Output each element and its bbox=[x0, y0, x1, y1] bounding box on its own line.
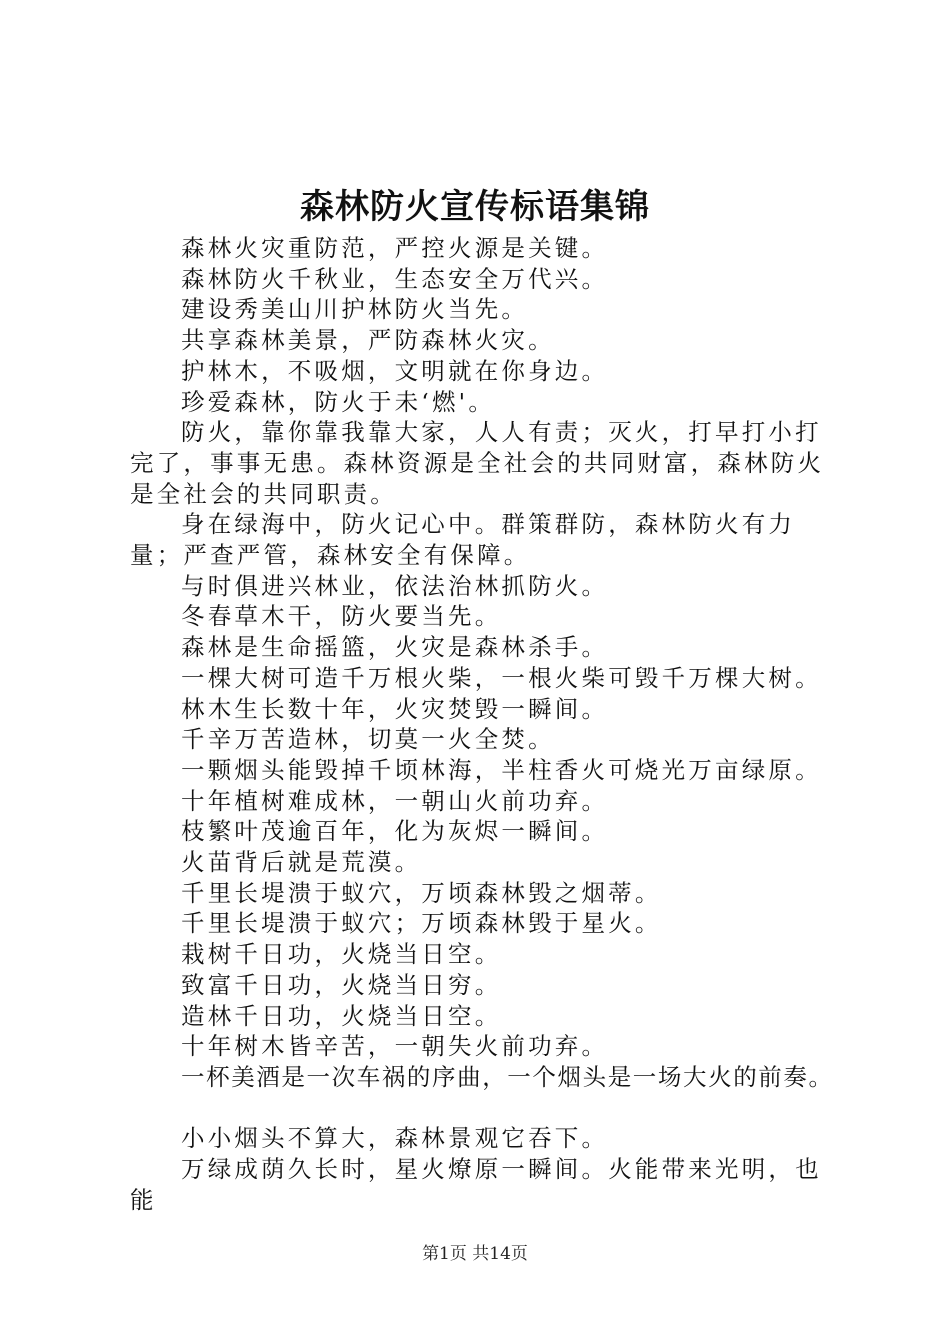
slogan-paragraph: 造林千日功，火烧当日空。 bbox=[181, 1001, 502, 1030]
slogan-paragraph: 林木生长数十年，火灾焚毁一瞬间。 bbox=[181, 694, 609, 723]
slogan-paragraph: 冬春草木干，防火要当先。 bbox=[181, 602, 502, 631]
slogan-paragraph: 森林火灾重防范，严控火源是关键。 bbox=[181, 234, 609, 262]
slogan-paragraph: 十年植树难成林，一朝山火前功弃。 bbox=[181, 786, 609, 815]
blank-line bbox=[130, 1093, 835, 1124]
slogan-paragraph: 一杯美酒是一次车祸的序曲，一个烟头是一场大火的前奏。 bbox=[181, 1062, 834, 1091]
slogan-paragraph: 十年树木皆辛苦，一朝失火前功弃。 bbox=[181, 1032, 609, 1061]
slogan-paragraph: 万绿成荫久长时，星火燎原一瞬间。火能带来光明，也能 bbox=[130, 1155, 822, 1214]
slogan-paragraph: 珍爱森林，防火于未‘燃'。 bbox=[181, 387, 496, 416]
document-body bbox=[130, 233, 835, 1215]
slogan-paragraph: 火苗背后就是荒漠。 bbox=[181, 848, 422, 877]
slogan-paragraph: 建设秀美山川护林防火当先。 bbox=[181, 295, 529, 324]
slogan-paragraph: 小小烟头不算大，森林景观它吞下。 bbox=[181, 1124, 609, 1153]
document-title: 森林防火宣传标语集锦 bbox=[300, 187, 650, 227]
page-footer: 第1页 共14页 bbox=[422, 1244, 528, 1264]
slogan-paragraph: 防火，靠你靠我靠大家，人人有责；灭火，打早打小打完了，事事无患。森林资源是全社会的共同财富，森林防火是全社会的共同职责。 bbox=[130, 418, 825, 508]
slogan-paragraph: 千里长堤溃于蚁穴；万顷森林毁于星火。 bbox=[181, 909, 662, 938]
slogan-paragraph: 共享森林美景，严防森林火灾。 bbox=[181, 326, 555, 355]
slogan-paragraph: 身在绿海中，防火记心中。群策群防，森林防火有力量；严查严管，森林安全有保障。 bbox=[130, 510, 796, 570]
slogan-paragraph: 致富千日功，火烧当日穷。 bbox=[181, 970, 502, 999]
slogan-paragraph: 枝繁叶茂逾百年，化为灰烬一瞬间。 bbox=[181, 817, 609, 846]
slogan-paragraph: 与时俱进兴林业，依法治林抓防火。 bbox=[181, 571, 609, 600]
slogan-paragraph: 森林防火千秋业，生态安全万代兴。 bbox=[181, 264, 609, 293]
slogan-paragraph: 一颗烟头能毁掉千顷林海，半柱香火可烧光万亩绿原。 bbox=[181, 755, 822, 784]
slogan-paragraph: 护林木，不吸烟，文明就在你身边。 bbox=[181, 356, 609, 385]
slogan-paragraph: 千辛万苦造林，切莫一火全焚。 bbox=[181, 725, 555, 754]
slogan-paragraph: 森林是生命摇篮，火灾是森林杀手。 bbox=[181, 633, 609, 662]
slogan-paragraph: 千里长堤溃于蚁穴，万顷森林毁之烟蒂。 bbox=[181, 878, 662, 907]
slogan-paragraph: 栽树千日功，火烧当日空。 bbox=[181, 940, 502, 969]
slogan-paragraph: 一棵大树可造千万根火柴，一根火柴可毁千万棵大树。 bbox=[181, 663, 822, 692]
